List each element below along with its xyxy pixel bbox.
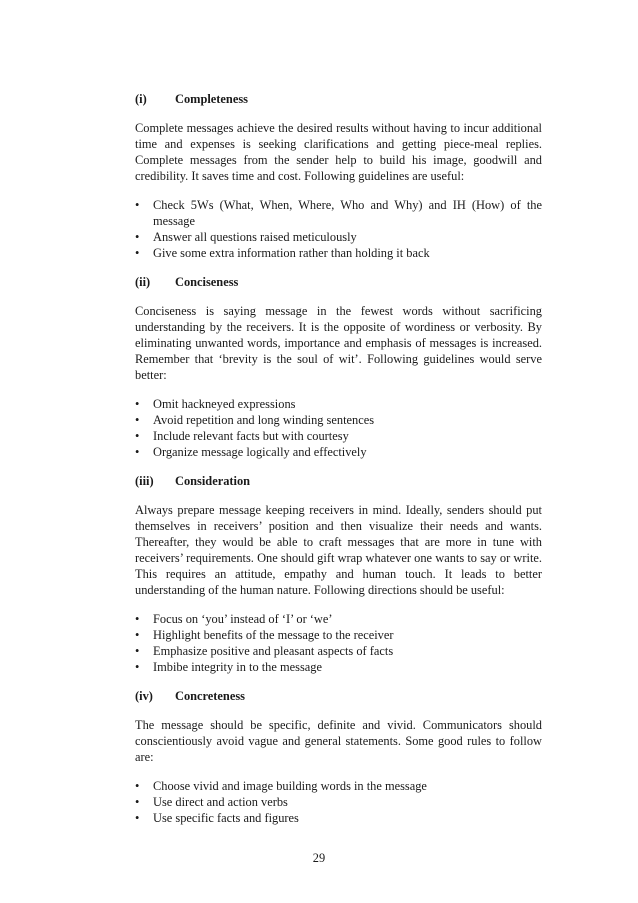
bullet-icon: • — [135, 429, 140, 443]
section-heading — [135, 274, 542, 290]
section-number: (ii) — [135, 275, 151, 289]
section-consideration — [135, 473, 542, 675]
section-paragraph: Always prepare message keeping receivers in mind. Ideally, senders should put themselves in receivers’ position and then visualize their needs and wants. Thereafter, they would be able to craft messages that are more in tune with receivers’ requirements. One should gift wrap whatever one wants to say or write. This requires an attitude, empathy and human touch. It leads to better understanding of the human nature. Following directions should be useful: — [135, 503, 542, 597]
list-item: • Use specific facts and figures — [135, 811, 299, 825]
list-item: • Emphasize positive and pleasant aspects of facts — [135, 644, 394, 658]
section-title: Completeness — [175, 92, 248, 106]
section-paragraph: Conciseness is saying message in the fewest words without sacrificing understanding by the receivers. It is the opposite of wordiness or verbosity. By eliminating unwanted words, importance and emphasis of messages is increased. Remember that ‘brevity is the soul of wit’. Following guidelines would serve better: — [135, 304, 542, 382]
page-number: 29 — [312, 851, 326, 865]
bullet-icon: • — [135, 198, 140, 212]
section-concreteness — [135, 688, 542, 826]
list-item: • Omit hackneyed expressions — [135, 397, 296, 411]
section-number: (iv) — [135, 689, 153, 703]
section-title: Consideration — [175, 474, 251, 488]
bullet-list — [135, 197, 542, 261]
bullet-icon: • — [135, 246, 140, 260]
bullet-icon: • — [135, 811, 140, 825]
bullet-icon: • — [135, 397, 140, 411]
section-title: Concreteness — [175, 689, 245, 703]
section-paragraph: The message should be specific, definite and vivid. Communicators should conscientiously avoid vague and general statements. Some good rules to follow are: — [135, 718, 542, 764]
bullet-icon: • — [135, 795, 140, 809]
bullet-list — [135, 396, 542, 460]
section-completeness — [135, 91, 542, 261]
section-title: Conciseness — [175, 275, 239, 289]
section-heading — [135, 91, 542, 107]
list-item: • Focus on ‘you’ instead of ‘I’ or ‘we’ — [135, 612, 333, 626]
list-item: • Check 5Ws (What, When, Where, Who and Why) and IH (How) of the message — [135, 198, 542, 228]
list-item: • Answer all questions raised meticulously — [135, 230, 357, 244]
list-item: • Give some extra information rather than holding it back — [135, 246, 430, 260]
bullet-icon: • — [135, 660, 140, 674]
list-item: • Organize message logically and effectively — [135, 445, 367, 459]
section-heading — [135, 473, 542, 489]
list-item: • Avoid repetition and long winding sentences — [135, 413, 375, 427]
list-item: • Imbibe integrity in to the message — [135, 660, 322, 674]
bullet-icon: • — [135, 628, 140, 642]
bullet-icon: • — [135, 644, 140, 658]
bullet-icon: • — [135, 445, 140, 459]
list-item: • Highlight benefits of the message to the receiver — [135, 628, 394, 642]
section-paragraph: Complete messages achieve the desired results without having to incur additional time and expenses is seeking clarifications and getting piece-meal replies. Complete messages from the sender help to build his image, goodwill and credibility. It saves time and cost. Following guidelines are useful: — [135, 121, 542, 183]
bullet-icon: • — [135, 612, 140, 626]
list-item: • Choose vivid and image building words in the message — [135, 779, 427, 793]
bullet-icon: • — [135, 413, 140, 427]
bullet-icon: • — [135, 230, 140, 244]
document-body — [135, 91, 542, 839]
list-item: • Include relevant facts but with courtesy — [135, 429, 349, 443]
section-conciseness — [135, 274, 542, 460]
bullet-list — [135, 778, 542, 826]
section-number: (iii) — [135, 474, 154, 488]
section-number: (i) — [135, 92, 147, 106]
bullet-list — [135, 611, 542, 675]
section-heading — [135, 688, 542, 704]
list-item: • Use direct and action verbs — [135, 795, 288, 809]
bullet-icon: • — [135, 779, 140, 793]
